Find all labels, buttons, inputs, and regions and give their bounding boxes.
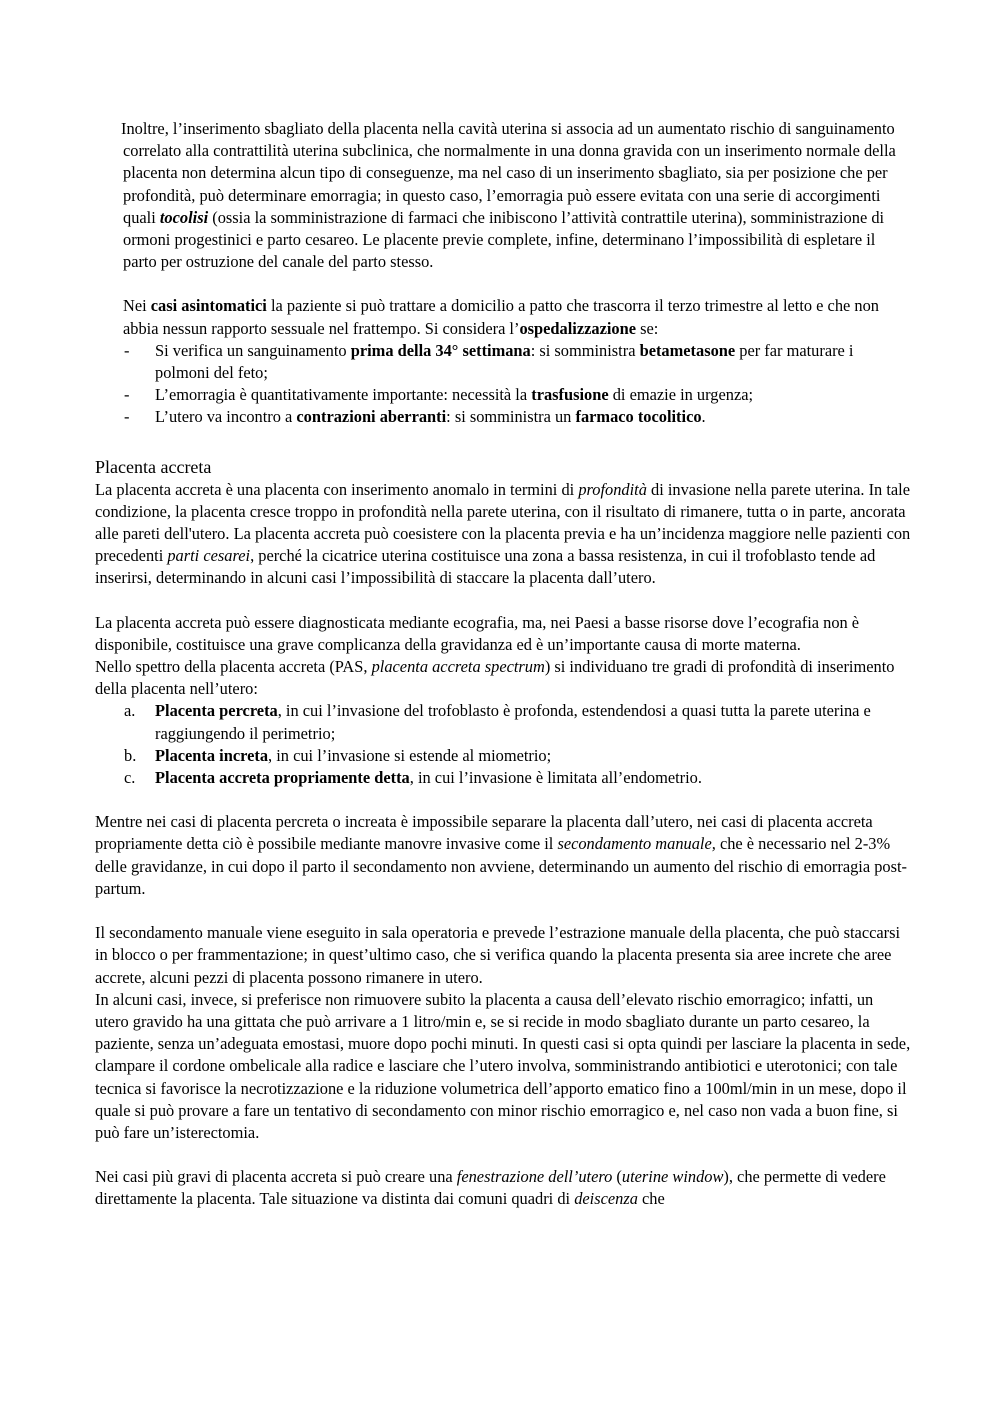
- text: (: [612, 1167, 622, 1187]
- text: L’emorragia è quantitativamente importante: necessità la: [155, 385, 532, 405]
- bold-text: trasfusione: [531, 385, 609, 405]
- paragraph-asymptomatic: [123, 295, 911, 339]
- list-marker: c.: [124, 768, 136, 788]
- bold-text: contrazioni aberranti: [296, 407, 447, 427]
- italic-text: profondità: [578, 479, 647, 499]
- list-marker: -: [124, 407, 130, 427]
- bold-text: Placenta increta: [155, 745, 269, 765]
- bold-text: Placenta accreta propriamente detta: [155, 768, 410, 788]
- italic-text: parti cesarei: [167, 546, 251, 566]
- text: La placenta accreta è una placenta con inserimento anomalo in termini di: [95, 479, 579, 499]
- text: di invasione nella parete uterina. In tale condizione, la placenta cresce troppo in profondità nella parete uterina, con il risultato di rimanere, tutta o in parte, ancorata alle pareti dell'utero. La placenta accreta può coesistere con la placenta previa e ha un’incidenza maggiore nelle pazienti con precedenti: [95, 479, 911, 566]
- paragraph-manual-removal: [95, 811, 911, 900]
- section-heading: Placenta accreta: [95, 456, 212, 477]
- text: , in cui l’invasione del trofoblasto è profonda, estendendosi a quasi tutta la parete uterina e raggiungendo il perimetrio;: [155, 701, 871, 743]
- text: di emazie in urgenza;: [608, 385, 754, 405]
- text: che è necessario nel 2-3% delle gravidanze, in cui dopo il parto il secondamento non avviene, determinando un aumento del rischio di emorragia post-partum.: [95, 834, 908, 898]
- text: Inoltre, l’inserimento sbagliato della placenta nella cavità uterina si associa ad un aumentato rischio di sanguinamento correlato alla contrattilità uterina subclinica, che normalmente in una donna gravida con un inserimento normale della placenta non determina alcun tipo di conseguenze, ma nel caso di un inserimento sbagliato, sia per posizione che per profondità, può determinare emorragia; in questo caso, l’emorragia può essere evitata con una serie di accorgimenti quali: [121, 119, 896, 227]
- italic-text: uterine window: [621, 1167, 724, 1187]
- degrees-list: [95, 700, 911, 789]
- list-item: [95, 745, 911, 767]
- italic-text: placenta accreta spectrum: [371, 657, 545, 677]
- text: la paziente si può trattare a domicilio a patto che trascorra il terzo trimestre al letto e che non abbia nessun rapporto sessuale nel frattempo. Si considera l’: [123, 296, 879, 338]
- list-item: [95, 384, 911, 406]
- text: ), che permette di vedere direttamente la placenta. Tale situazione va distinta dai comuni quadri di: [95, 1167, 886, 1209]
- text: Nei: [123, 296, 151, 316]
- hospitalization-criteria-list: [95, 340, 911, 429]
- list-item: [95, 700, 911, 744]
- text: per far maturare i polmoni del feto;: [155, 340, 854, 383]
- text-body: [95, 118, 911, 1211]
- bold-text: Placenta percreta: [155, 701, 278, 721]
- text: L’utero va incontro a: [155, 407, 297, 427]
- bold-text: farmaco tocolitico: [575, 407, 702, 427]
- list-marker: b.: [124, 745, 137, 765]
- paragraph-diagnosis: La placenta accreta può essere diagnosticata mediante ecografia, ma, nei Paesi a basse risorse dove l’ecografia non è disponibile, costituisce una grave complicanza della gravidanza ed è un’importante causa di morte materna.: [95, 612, 860, 654]
- paragraph-definition: [95, 479, 911, 590]
- text: che: [637, 1189, 665, 1209]
- text: , in cui l’invasione si estende al miometrio;: [268, 745, 552, 765]
- text: Mentre nei casi di placenta percreta o increata è impossibile separare la placenta dall’utero, nei casi di placenta accreta propriamente detta ciò è possibile mediante manovre invasive come il: [95, 812, 873, 854]
- text: Si verifica un sanguinamento: [155, 340, 351, 360]
- list-item: [95, 340, 911, 384]
- list-marker: -: [124, 385, 130, 405]
- list-item: [95, 767, 911, 789]
- text: : si somministra: [530, 340, 640, 360]
- text: Nei casi più gravi di placenta accreta si può creare una: [95, 1167, 457, 1187]
- term-ospedalizzazione: ospedalizzazione: [519, 318, 636, 338]
- list-item: [95, 406, 911, 428]
- paragraph-spectrum: [95, 656, 911, 700]
- term-casi-asintomatici: casi asintomatici: [150, 296, 267, 316]
- text: (ossia la somministrazione di farmaci che inibiscono l’attività contrattile uterina), somministrazione di ormoni progestinici e parto cesareo. Le placente previe complete, infine, determinano l’impossibilità di espletare il parto per ostruzione del canale del parto stesso.: [123, 207, 885, 272]
- text: , in cui l’invasione è limitata all’endometrio.: [409, 768, 702, 788]
- list-marker: a.: [124, 701, 136, 721]
- italic-text: secondamento manuale,: [557, 834, 716, 854]
- bold-text: betametasone: [639, 340, 736, 360]
- paragraph-conservative: In alcuni casi, invece, si preferisce non rimuovere subito la placenta a causa dell’elevato rischio emorragico; infatti, un utero gravido ha una gittata che può arrivare a 1 litro/min e, se si recide in modo sbagliato durante un parto cesareo, la paziente, senza un’adeguata emostasi, muore dopo pochi minuti. In questi casi si opta quindi per lasciare la placenta in sede, clampare il cordone ombelicale alla radice e lasciare che l’utero involva, somministrando antibiotici e uterotonici; con tale tecnica si favorisce la necrotizzazione e la riduzione volumetrica dell’apporto ematico fino a 100ml/min in un mese, dopo il quale si può provare a fare un tentativo di secondamento con minor rischio emorragico e, nel caso non vada a buon fine, si può fare un’isterectomia.: [95, 989, 911, 1142]
- paragraph-procedure: Il secondamento manuale viene eseguito in sala operatoria e prevede l’estrazione manuale della placenta, che può staccarsi in blocco o per frammentazione; in quest’ultimo caso, che si verifica quando la placenta presenta sia aree increte che aree accrete, alcuni pezzi di placenta possono rimanere in utero.: [95, 923, 901, 987]
- bold-text: prima della 34° settimana: [350, 340, 531, 360]
- list-marker: -: [124, 340, 130, 360]
- text: , perché la cicatrice uterina costituisce una zona a bassa resistenza, in cui il trofoblasto tende ad inserirsi, determinando in alcuni casi l’impossibilità di staccare la placenta dall’utero.: [95, 546, 876, 588]
- text: Nello spettro della placenta accreta (PAS,: [95, 657, 372, 677]
- term-tocolisi: tocolisi: [159, 207, 209, 227]
- text: ) si individuano tre gradi di profondità di inserimento della placenta nell’utero:: [95, 657, 895, 699]
- paragraph-uterine-window: [95, 1166, 911, 1210]
- text: : si somministra un: [446, 407, 576, 427]
- text: .: [701, 407, 706, 427]
- italic-text: fenestrazione dell’utero: [456, 1167, 613, 1187]
- paragraph-bleeding-risk: [123, 118, 911, 273]
- italic-text: deiscenza: [574, 1189, 638, 1209]
- text: se:: [636, 318, 659, 338]
